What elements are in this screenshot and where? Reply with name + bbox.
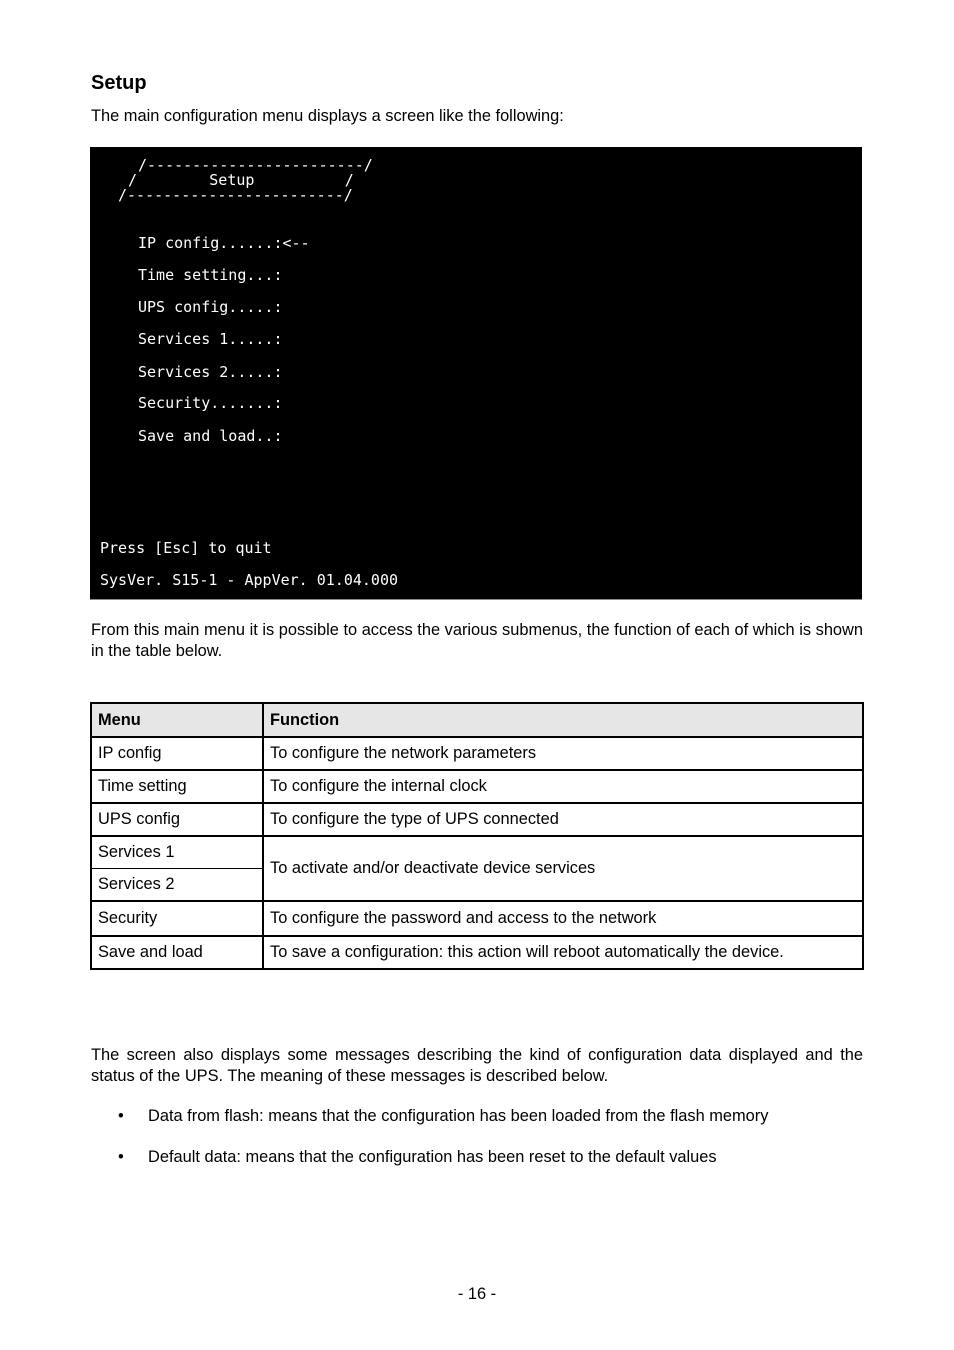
table-row — [91, 936, 863, 969]
table-cell-menu: UPS config — [91, 803, 263, 836]
page-number: - 16 - — [457, 1285, 497, 1303]
table-header-row — [91, 703, 863, 737]
table-cell-function: To configure the network parameters — [263, 737, 863, 770]
table-cell-function: To activate and/or deactivate device services — [263, 836, 863, 901]
table-row — [91, 901, 863, 936]
list-item — [118, 1147, 717, 1168]
terminal-menu-services-1[interactable]: Services 1.....: — [138, 330, 283, 348]
table-header-menu: Menu — [91, 703, 263, 737]
table-cell-function: To save a configuration: this action will reboot automatically the device. — [263, 936, 863, 969]
bullet-icon: • — [118, 1107, 124, 1125]
bullet-icon: • — [118, 1148, 124, 1166]
table-cell-function: To configure the password and access to the network — [263, 901, 863, 936]
table-cell-menu: Time setting — [91, 770, 263, 803]
list-item-text: Default data: means that the configuration has been reset to the default values — [148, 1148, 717, 1166]
intro-paragraph: The main configuration menu displays a screen like the following: — [91, 107, 564, 125]
terminal-menu-ups-config[interactable]: UPS config.....: — [138, 298, 283, 316]
table-row — [91, 770, 863, 803]
table-row — [91, 737, 863, 770]
table-cell-menu: Save and load — [91, 936, 263, 969]
terminal-menu-services-2[interactable]: Services 2.....: — [138, 363, 283, 381]
table-cell-function: To configure the type of UPS connected — [263, 803, 863, 836]
terminal-version: SysVer. S15-1 - AppVer. 01.04.000 — [100, 571, 399, 589]
table-cell-menu: Services 1 — [91, 836, 263, 869]
terminal-quit-hint: Press [Esc] to quit — [100, 539, 272, 557]
terminal-screen — [90, 147, 862, 600]
terminal-menu-time-setting[interactable]: Time setting...: — [138, 266, 283, 284]
table-cell-function: To configure the internal clock — [263, 770, 863, 803]
submenu-paragraph: From this main menu it is possible to access the various submenus, the function of each of which is shown in the table below. — [91, 621, 863, 660]
table-header-function: Function — [263, 703, 863, 737]
table-cell-menu: Services 2 — [91, 869, 263, 902]
page-heading: Setup — [91, 72, 147, 94]
menu-function-table — [90, 702, 864, 970]
table-row — [91, 803, 863, 836]
table-cell-menu: Security — [91, 901, 263, 936]
terminal-banner-title: / Setup / — [128, 171, 354, 189]
terminal-banner-bottom: /------------------------/ — [118, 186, 353, 204]
terminal-menu-security[interactable]: Security.......: — [138, 394, 283, 412]
terminal-menu-save-load[interactable]: Save and load..: — [138, 427, 283, 445]
list-item-text: Data from flash: means that the configuration has been loaded from the flash memory — [148, 1107, 769, 1125]
terminal-banner-top: /------------------------/ — [138, 156, 373, 174]
messages-paragraph: The screen also displays some messages describing the kind of configuration data displayed and the status of the UPS. The meaning of these messages is described below. — [91, 1046, 863, 1085]
terminal-menu-ip-config[interactable]: IP config......:<-- — [138, 234, 310, 252]
table-row — [91, 836, 863, 869]
table-cell-menu: IP config — [91, 737, 263, 770]
list-item — [118, 1106, 768, 1127]
